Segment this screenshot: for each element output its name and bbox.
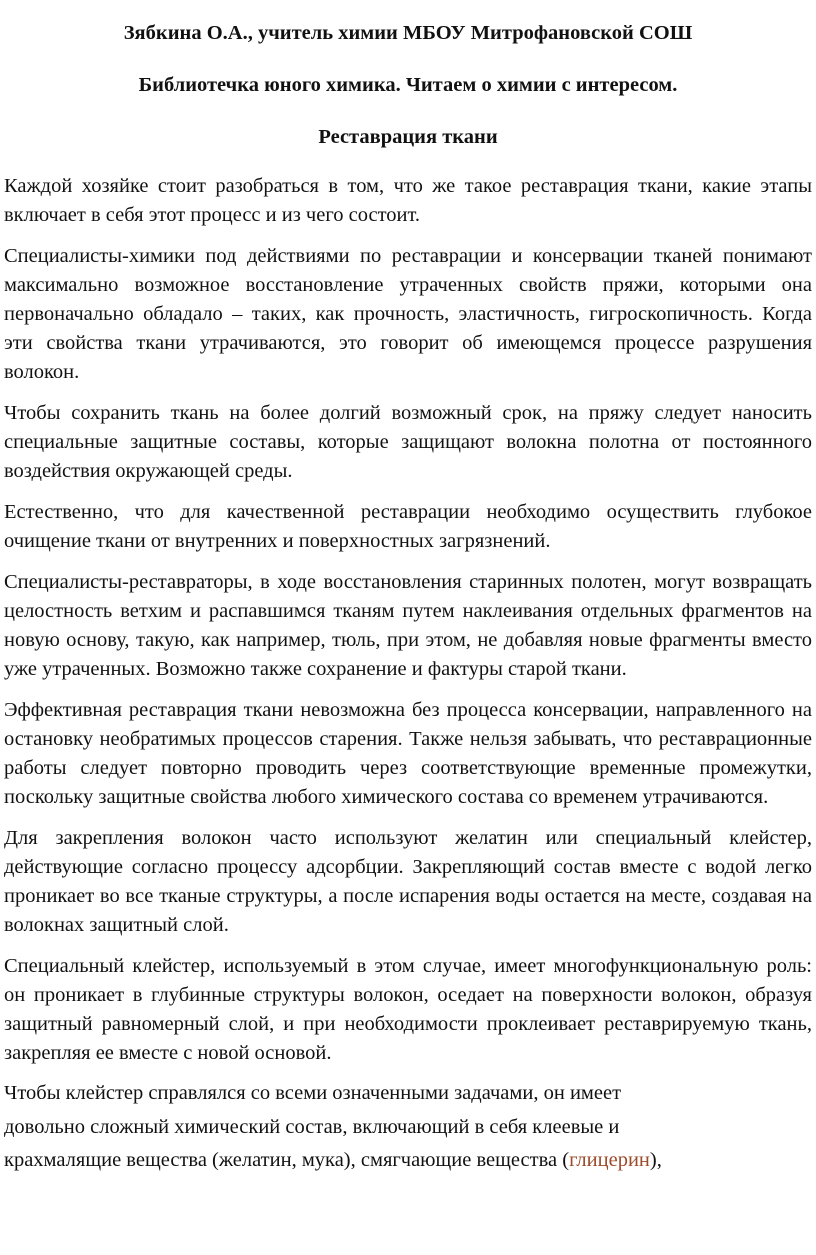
composition-line-2: довольно сложный химический состав, включающий в себя клеевые и (4, 1115, 620, 1138)
paragraph-protection: Чтобы сохранить ткань на более долгий возможный срок, на пряжу следует наносить специальные защитные составы, которые защищают волокна полотна от постоянного воздействия окружающей среды. (4, 402, 812, 482)
author-line: Зябкина О.А., учитель химии МБОУ Митрофановской СОШ (123, 22, 693, 44)
paragraph-conservation: Эффективная реставрация ткани невозможна без процесса консервации, направленного на остановку необратимых процессов старения. Также нельзя забывать, что реставрационные работы следует повторно проводить через соответствующие временные промежутки, поскольку защитные свойства любого химического состава со временем утрачиваются. (4, 699, 812, 808)
paragraph-composition (2, 1077, 814, 1178)
paragraph-fixing: Для закрепления волокон часто используют желатин или специальный клейстер, действующие согласно процессу адсорбции. Закрепляющий состав вместе с водой легко проникает во все тканые структуры, а после испарения воды остается на месте, создавая на волокнах защитный слой. (4, 827, 812, 936)
composition-line-1: Чтобы клейстер справлялся со всеми означенными задачами, он имеет (4, 1082, 622, 1104)
glycerin-link[interactable]: глицерин (569, 1149, 650, 1171)
paragraph-definition: Специалисты-химики под действиями по реставрации и консервации тканей понимают максимально возможное восстановление утраченных свойств пряжи, которыми она первоначально обладало – таких, как прочность, эластичность, гигроскопичность. Когда эти свойства ткани утрачиваются, это говорит об имеющемся процессе разрушения волокон. (4, 245, 812, 383)
paragraph-intro: Каждой хозяйке стоит разобраться в том, что же такое реставрация ткани, какие этапы включает в себя этот процесс и из чего состоит. (4, 175, 812, 226)
page-title: Реставрация ткани (318, 126, 498, 148)
paragraph-paste: Специальный клейстер, используемый в этом случае, имеет многофункциональную роль: он проникает в глубинные структуры волокон, оседает на поверхности волокон, образуя защитный равномерный слой, и при необходимости проклеивает реставрируемую ткань, закрепляя ее вместе с новой основой. (4, 955, 812, 1064)
series-line: Библиотечка юного химика. Читаем о химии с интересом. (138, 74, 678, 96)
composition-line-3-end: ), (649, 1149, 662, 1171)
paragraph-cleaning: Естественно, что для качественной реставрации необходимо осуществить глубокое очищение ткани от внутренних и поверхностных загрязнений. (4, 501, 812, 552)
paragraph-restorers: Специалисты-реставраторы, в ходе восстановления старинных полотен, могут возвращать целостность ветхим и распавшимся тканям путем наклеивания отдельных фрагментов на новую основу, такую, как например, тюль, при этом, не добавляя новые фрагменты вместо уже утраченных. Возможно также сохранение и фактуры старой ткани. (4, 571, 812, 680)
composition-line-3-start: крахмалящие вещества (желатин, мука), смягчающие вещества ( (4, 1149, 570, 1171)
